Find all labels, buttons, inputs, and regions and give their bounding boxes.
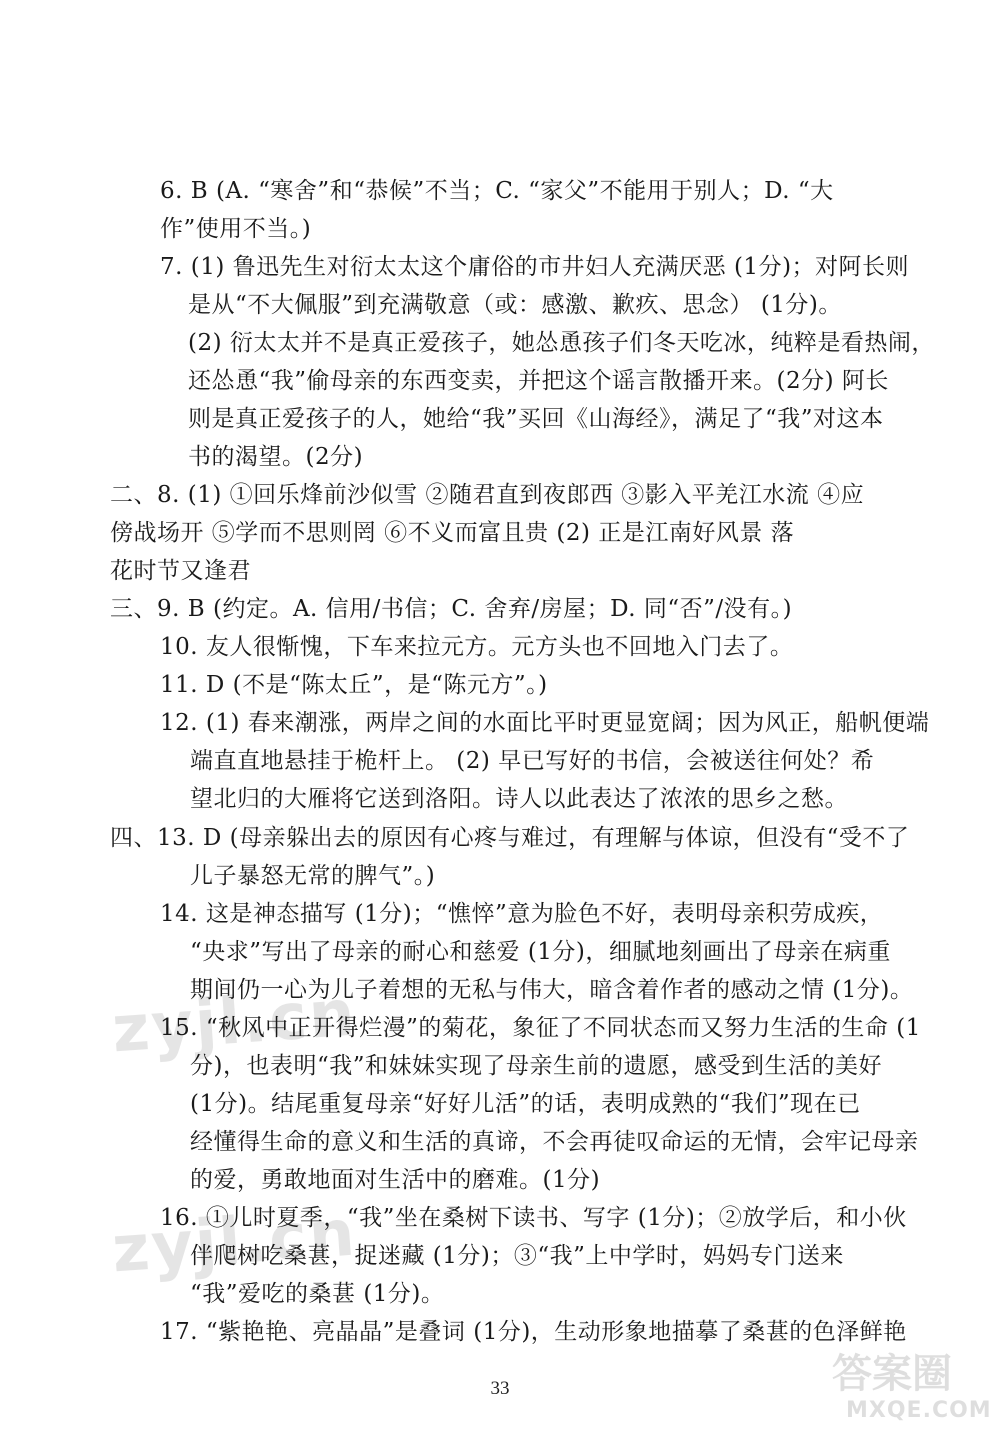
answer-line: 花时节又逢君 — [110, 558, 251, 584]
page-number: 33 — [490, 1378, 510, 1399]
watermark-middle: zyjl.cn — [109, 1196, 359, 1288]
answer-line: 四、13. D (母亲躲出去的原因有心疼与难过，有理解与体谅，但没有“受不了 — [110, 825, 910, 851]
answer-line: 12. (1) 春来潮涨，两岸之间的水面比平时更显宽阔；因为风正，船帆便端 — [160, 710, 930, 736]
answer-line: “央求”写出了母亲的耐心和慈爱 (1分)，细腻地刻画出了母亲在病重 — [190, 939, 891, 965]
answer-line: 14. 这是神态描写 (1分)；“憔悴”意为脸色不好，表明母亲积劳成疾， — [160, 901, 884, 927]
answer-line: 端直直地悬挂于桅杆上。 (2) 早已写好的书信，会被送往何处？希 — [190, 748, 875, 774]
answer-line: 7. (1) 鲁迅先生对衍太太这个庸俗的市井妇人充满厌恶 (1分)；对阿长则 — [160, 254, 910, 280]
answer-line: 傍战场开 ⑤学而不思则罔 ⑥不义而富且贵 (2) 正是江南好风景 落 — [110, 520, 795, 546]
answer-line: 作”使用不当。) — [160, 216, 312, 242]
answer-line: 经懂得生命的意义和生活的真谛，不会再徒叹命运的无情，会牢记母亲 — [190, 1129, 919, 1155]
answer-line: 17. “紫艳艳、亮晶晶”是叠词 (1分)，生动形象地描摹了桑葚的色泽鲜艳 — [160, 1319, 907, 1345]
answer-line: 还怂恿“我”偷母亲的东西变卖，并把这个谣言散播开来。(2分) 阿长 — [188, 368, 889, 394]
answer-line: 二、8. (1) ①回乐烽前沙似雪 ②随君直到夜郎西 ③影入平羌江水流 ④应 — [110, 482, 865, 508]
watermark-top: zyjl.cn — [109, 976, 359, 1068]
answer-line: 儿子暴怒无常的脾气”。) — [190, 863, 436, 889]
answer-line: 望北归的大雁将它送到洛阳。诗人以此表达了浓浓的思乡之愁。 — [190, 786, 848, 812]
watermark-url: MXQE.COM — [846, 1398, 992, 1423]
answer-line: 期间仍一心为儿子着想的无私与伟大，暗含着作者的感动之情 (1分)。 — [190, 977, 914, 1003]
answer-line: 6. B (A. “寒舍”和“恭候”不当；C. “家父”不能用于别人；D. “大 — [160, 178, 834, 204]
watermark-logo-text: 答案圈 — [832, 1351, 952, 1397]
answer-line: 分)，也表明“我”和妹妹实现了母亲生前的遗愿，感受到生活的美好 — [190, 1053, 882, 1079]
answer-line: 三、9. B (约定。A. 信用/书信；C. 舍弃/房屋；D. 同“否”/没有。) — [110, 596, 793, 622]
answer-line: 10. 友人很惭愧，下车来拉元方。元方头也不回地入门去了。 — [160, 634, 794, 660]
answer-line: 是从“不大佩服”到充满敬意（或：感激、歉疚、思念） (1分)。 — [188, 292, 842, 318]
answer-line: (2) 衍太太并不是真正爱孩子，她怂恿孩子们冬天吃冰，纯粹是看热闹， — [188, 330, 935, 356]
answer-line: 伴爬树吃桑葚，捉迷藏 (1分)；③“我”上中学时，妈妈专门送来 — [190, 1243, 844, 1269]
answer-line: 16. ①儿时夏季，“我”坐在桑树下读书、写字 (1分)；②放学后，和小伙 — [160, 1205, 907, 1231]
answer-line: 书的渴望。(2分) — [188, 444, 364, 470]
answer-line: 则是真正爱孩子的人，她给“我”买回《山海经》，满足了“我”对这本 — [188, 406, 884, 432]
answer-line: 15. “秋风中正开得烂漫”的菊花，象征了不同状态而又努力生活的生命 (1 — [160, 1015, 921, 1041]
answer-line: “我”爱吃的桑葚 (1分)。 — [190, 1281, 445, 1307]
answer-line: 的爱，勇敢地面对生活中的磨难。(1分) — [190, 1167, 601, 1193]
answer-line: 11. D (不是“陈太丘”，是“陈元方”。) — [160, 672, 548, 698]
answer-line: (1分)。结尾重复母亲“好好儿活”的话，表明成熟的“我们”现在已 — [190, 1091, 861, 1117]
